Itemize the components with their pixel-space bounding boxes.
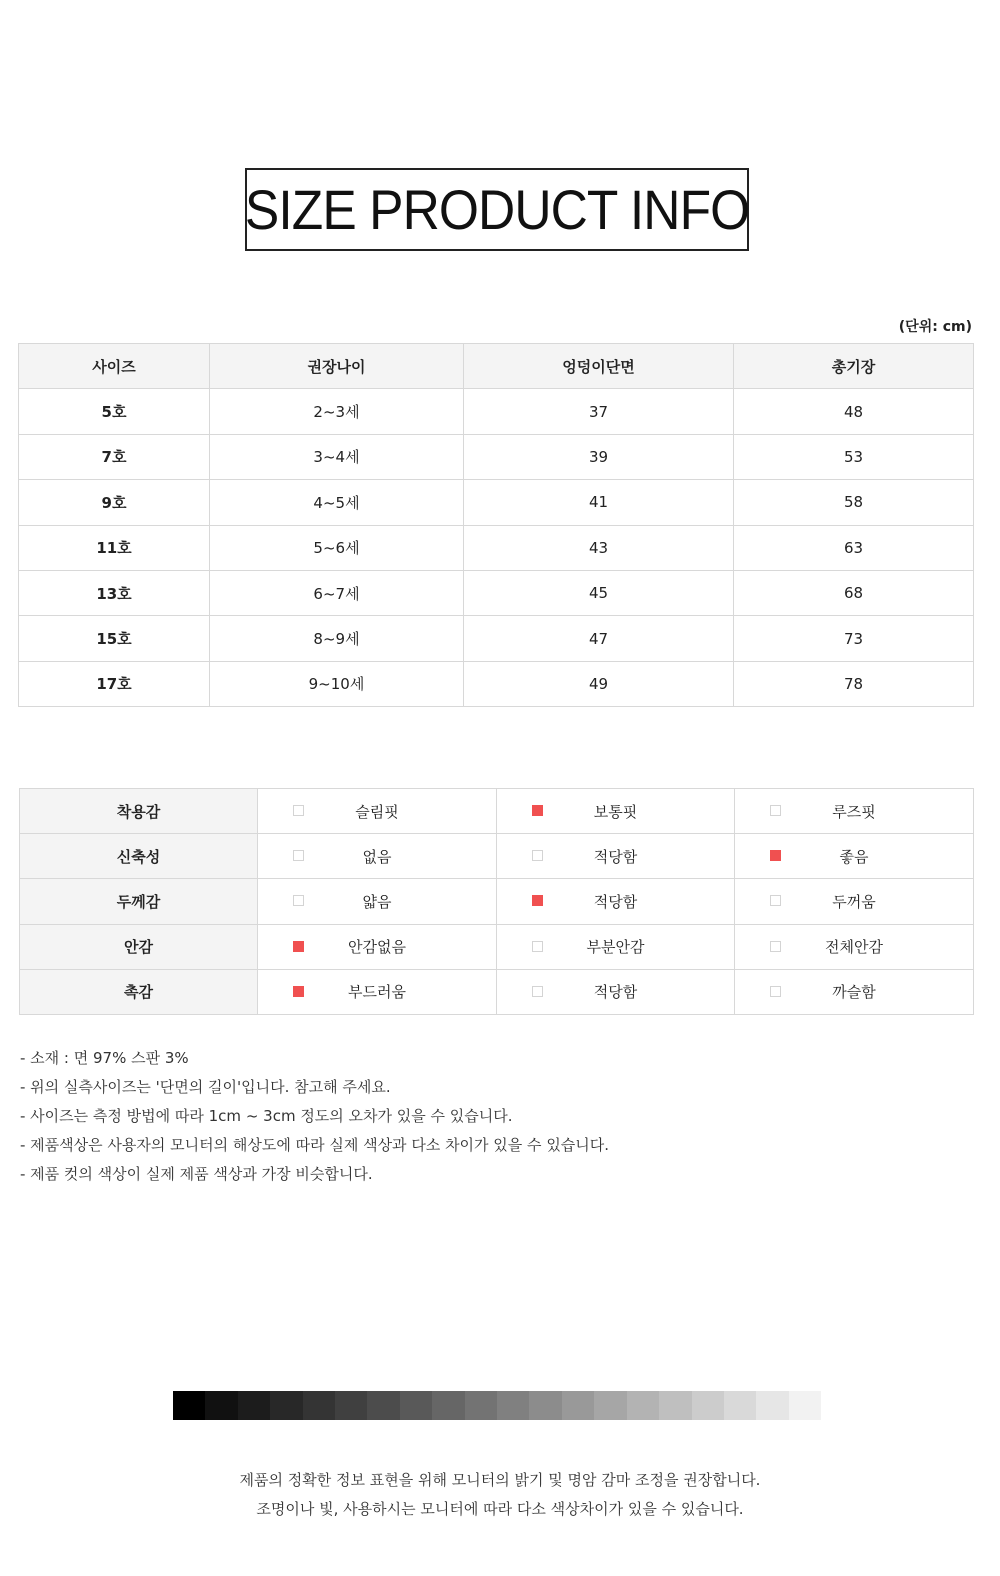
fit-option-label: 없음: [362, 847, 392, 866]
size-table-cell: 39: [464, 434, 734, 479]
page-title: SIZE PRODUCT INFO: [244, 178, 750, 241]
size-table-cell: 58: [734, 480, 974, 525]
size-table-cell: 47: [464, 616, 734, 661]
fit-option: [258, 789, 497, 834]
fit-option: [735, 834, 974, 879]
fit-option: [735, 924, 974, 969]
table-row: [19, 389, 974, 434]
fit-option-label: 좋음: [839, 847, 869, 866]
fit-option-label: 두꺼움: [832, 892, 876, 911]
gray-swatch: [270, 1391, 302, 1420]
checked-box-icon: [293, 986, 304, 997]
gray-swatch: [173, 1391, 205, 1420]
table-row: [19, 661, 974, 706]
fit-option-label: 루즈핏: [832, 802, 876, 821]
gray-swatch: [692, 1391, 724, 1420]
fit-option: [258, 924, 497, 969]
fit-row: [20, 834, 974, 879]
fit-row-label: 촉감: [20, 969, 258, 1014]
size-table-cell: 53: [734, 434, 974, 479]
footer-notice: [0, 1466, 1000, 1524]
gray-swatch: [303, 1391, 335, 1420]
note-line: - 제품색상은 사용자의 모니터의 해상도에 따라 실제 색상과 다소 차이가 있을 수 있습니다.: [20, 1136, 610, 1154]
note-line: - 소재 : 면 97% 스판 3%: [20, 1049, 189, 1067]
size-table-cell: 78: [734, 661, 974, 706]
fit-row: [20, 924, 974, 969]
fit-row: [20, 879, 974, 924]
size-table-cell: 9호: [19, 480, 210, 525]
fit-option: [258, 834, 497, 879]
size-table-cell: 48: [734, 389, 974, 434]
unchecked-box-icon: [293, 895, 304, 906]
gray-swatch: [756, 1391, 788, 1420]
unit-label: (단위: cm): [898, 319, 972, 335]
size-table-cell: 37: [464, 389, 734, 434]
gray-swatch: [529, 1391, 561, 1420]
checked-box-icon: [293, 941, 304, 952]
gray-swatch: [432, 1391, 464, 1420]
fit-option-label: 안감없음: [348, 938, 406, 957]
size-table-cell: 2~3세: [210, 389, 464, 434]
gray-swatch: [367, 1391, 399, 1420]
fit-option: [735, 789, 974, 834]
fit-option-label: 보통핏: [593, 802, 638, 821]
fit-option-label: 부분안감: [586, 938, 645, 957]
fit-option: [497, 924, 735, 969]
size-table-cell: 11호: [19, 525, 210, 570]
size-table-cell: 63: [734, 525, 974, 570]
size-table-cell: 13호: [19, 570, 210, 615]
fit-row: [20, 969, 974, 1014]
gray-swatch: [594, 1391, 626, 1420]
fit-row: [20, 789, 974, 834]
unchecked-box-icon: [532, 850, 543, 861]
unchecked-box-icon: [293, 850, 304, 861]
fit-option-label: 적당함: [593, 983, 638, 1002]
size-table-header-cell: 사이즈: [19, 344, 210, 389]
fit-option: [258, 969, 497, 1014]
gray-swatch: [627, 1391, 659, 1420]
table-row: [19, 525, 974, 570]
gray-swatch: [497, 1391, 529, 1420]
gray-scale-bar: [173, 1391, 821, 1420]
size-table-header-row: [19, 344, 974, 389]
size-table-cell: 7호: [19, 434, 210, 479]
footer-line: 조명이나 빛, 사용하시는 모니터에 따라 다소 색상차이가 있을 수 있습니다.: [256, 1500, 744, 1518]
fit-table: [19, 788, 974, 1015]
gray-swatch: [400, 1391, 432, 1420]
size-table-cell: 43: [464, 525, 734, 570]
size-table-cell: 17호: [19, 661, 210, 706]
size-table-cell: 8~9세: [210, 616, 464, 661]
fit-row-label: 착용감: [20, 789, 258, 834]
fit-option: [497, 969, 735, 1014]
note-line: - 위의 실측사이즈는 '단면의 길이'입니다. 참고해 주세요.: [20, 1078, 391, 1096]
fit-option-label: 적당함: [593, 847, 638, 866]
gray-swatch: [659, 1391, 691, 1420]
size-table-cell: 73: [734, 616, 974, 661]
unchecked-box-icon: [532, 941, 543, 952]
size-table-cell: 49: [464, 661, 734, 706]
checked-box-icon: [532, 895, 543, 906]
fit-option-label: 부드러움: [348, 983, 406, 1002]
checked-box-icon: [770, 850, 781, 861]
size-table-cell: 68: [734, 570, 974, 615]
table-row: [19, 616, 974, 661]
size-table-header-cell: 권장나이: [210, 344, 464, 389]
fit-option: [497, 879, 735, 924]
fit-row-label: 안감: [20, 924, 258, 969]
table-row: [19, 480, 974, 525]
size-table-cell: 6~7세: [210, 570, 464, 615]
table-row: [19, 570, 974, 615]
footer-line: 제품의 정확한 정보 표현을 위해 모니터의 밝기 및 명암 감마 조정을 권장합니다.: [239, 1471, 761, 1489]
size-table-header-cell: 엉덩이단면: [464, 344, 734, 389]
size-table-header-cell: 총기장: [734, 344, 974, 389]
gray-swatch: [238, 1391, 270, 1420]
size-table-cell: 9~10세: [210, 661, 464, 706]
fit-row-label: 신축성: [20, 834, 258, 879]
unchecked-box-icon: [532, 986, 543, 997]
size-table-cell: 5호: [19, 389, 210, 434]
size-table-cell: 15호: [19, 616, 210, 661]
unchecked-box-icon: [293, 805, 304, 816]
unchecked-box-icon: [770, 986, 781, 997]
size-table-cell: 45: [464, 570, 734, 615]
note-line: - 사이즈는 측정 방법에 따라 1cm ~ 3cm 정도의 오차가 있을 수 있습니다.: [20, 1107, 513, 1125]
note-line: - 제품 컷의 색상이 실제 제품 색상과 가장 비슷합니다.: [20, 1165, 373, 1183]
size-table-cell: 4~5세: [210, 480, 464, 525]
fit-option: [258, 879, 497, 924]
fit-option-label: 전체안감: [825, 938, 883, 957]
size-table-cell: 3~4세: [210, 434, 464, 479]
gray-swatch: [562, 1391, 594, 1420]
size-table: [18, 343, 974, 707]
fit-option-label: 적당함: [593, 892, 638, 911]
fit-option: [735, 879, 974, 924]
gray-swatch: [335, 1391, 367, 1420]
size-table-cell: 5~6세: [210, 525, 464, 570]
gray-swatch: [465, 1391, 497, 1420]
notes: [20, 1044, 609, 1189]
title-box: [245, 168, 749, 251]
fit-option-label: 까슬함: [832, 983, 876, 1002]
fit-option-label: 슬림핏: [355, 802, 399, 821]
checked-box-icon: [532, 805, 543, 816]
fit-option: [735, 969, 974, 1014]
gray-swatch: [789, 1391, 821, 1420]
size-table-cell: 41: [464, 480, 734, 525]
unchecked-box-icon: [770, 941, 781, 952]
unchecked-box-icon: [770, 895, 781, 906]
fit-option: [497, 789, 735, 834]
fit-option-label: 얇음: [362, 892, 392, 911]
fit-option: [497, 834, 735, 879]
fit-row-label: 두께감: [20, 879, 258, 924]
gray-swatch: [205, 1391, 237, 1420]
table-row: [19, 434, 974, 479]
gray-swatch: [724, 1391, 756, 1420]
unchecked-box-icon: [770, 805, 781, 816]
